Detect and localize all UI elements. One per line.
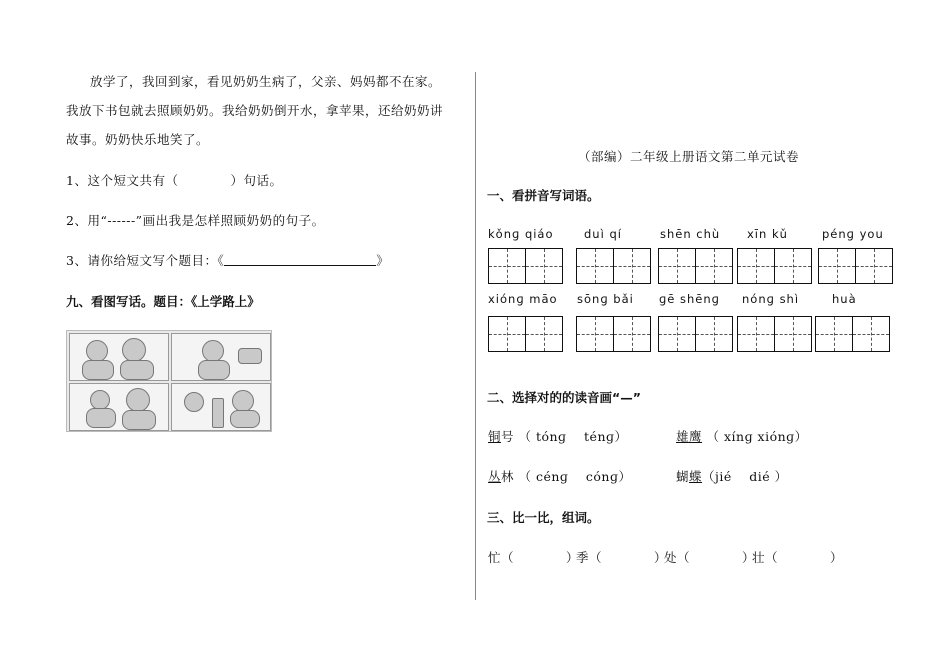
word-first-character: 雄 xyxy=(676,429,690,444)
pinyin-2-2: sōnɡ bǎi xyxy=(577,292,634,306)
pinyin-2-1: xiónɡ māo xyxy=(488,292,558,306)
writing-grid[interactable] xyxy=(488,316,563,352)
section-2-title: 二、选择对的的读音画“—” xyxy=(487,390,641,405)
writing-grid[interactable] xyxy=(737,248,812,284)
reading-choice-4 xyxy=(676,467,788,485)
question-3 xyxy=(66,251,389,269)
pinyin-2-5: huà xyxy=(832,292,857,306)
writing-grid[interactable] xyxy=(488,248,563,284)
title-answer-blank[interactable] xyxy=(224,253,376,266)
writing-grid[interactable] xyxy=(658,316,733,352)
passage-line-2: 我放下书包就去照顾奶奶。我给奶奶倒开水，拿苹果，还给奶奶讲 xyxy=(66,103,444,118)
reading-choice-3 xyxy=(488,467,631,485)
pinyin-1-2: duì qí xyxy=(584,227,622,241)
reading-choice-2 xyxy=(676,427,808,445)
question-2: 2、用“------”画出我是怎样照顾奶奶的句子。 xyxy=(66,213,325,228)
reading-options: （jié dié ） xyxy=(702,469,788,484)
word-first-character: 蝴 xyxy=(676,469,690,484)
reading-options: 号 （ tónɡ ténɡ） xyxy=(501,429,628,444)
question-1: 1、这个短文共有（ ）句话。 xyxy=(66,173,283,188)
passage-line-3: 故事。奶奶快乐地笑了。 xyxy=(66,132,210,147)
pinyin-1-3: shēn chù xyxy=(660,227,721,241)
pinyin-2-4: nónɡ shì xyxy=(742,292,800,306)
pinyin-1-4: xīn kǔ xyxy=(747,227,788,241)
target-character: 蝶 xyxy=(689,469,703,484)
target-character: 鹰 xyxy=(689,429,703,444)
question-3-prefix: 3、请你给短文写个题目：《 xyxy=(66,253,225,268)
writing-grid[interactable] xyxy=(658,248,733,284)
passage-line-1: 放学了，我回到家，看见奶奶生病了，父亲、妈妈都不在家。 xyxy=(90,74,442,89)
writing-grid[interactable] xyxy=(576,248,651,284)
target-character: 丛 xyxy=(488,469,502,484)
compare-item-2: 季（ ） xyxy=(576,550,668,565)
reading-choice-1 xyxy=(488,427,628,445)
exam-title: （部编）二年级上册语文第二单元试卷 xyxy=(578,149,800,164)
question-3-suffix: 》 xyxy=(376,253,390,268)
column-divider xyxy=(475,72,476,600)
pinyin-1-5: pénɡ you xyxy=(822,227,884,241)
writing-grid[interactable] xyxy=(737,316,812,352)
compare-item-1: 忙（ ） xyxy=(488,550,580,565)
compare-item-4: 壮（ ） xyxy=(752,550,844,565)
section-3-title: 三、比一比，组词。 xyxy=(487,510,600,525)
pinyin-2-3: ɡē shēnɡ xyxy=(659,292,720,306)
reading-options: 林 （ cénɡ cónɡ） xyxy=(501,469,632,484)
compare-item-3: 处（ ） xyxy=(664,550,756,565)
comic-illustration xyxy=(66,330,272,432)
writing-grid[interactable] xyxy=(815,316,890,352)
writing-grid[interactable] xyxy=(818,248,893,284)
pinyin-1-1: kǒnɡ qiáo xyxy=(488,227,554,241)
target-character: 铜 xyxy=(488,429,502,444)
reading-options: （ xínɡ xiónɡ） xyxy=(706,429,808,444)
writing-grid[interactable] xyxy=(576,316,651,352)
section-9-title: 九、看图写话。题目：《上学路上》 xyxy=(66,294,260,309)
section-1-title: 一、看拼音写词语。 xyxy=(487,188,600,203)
